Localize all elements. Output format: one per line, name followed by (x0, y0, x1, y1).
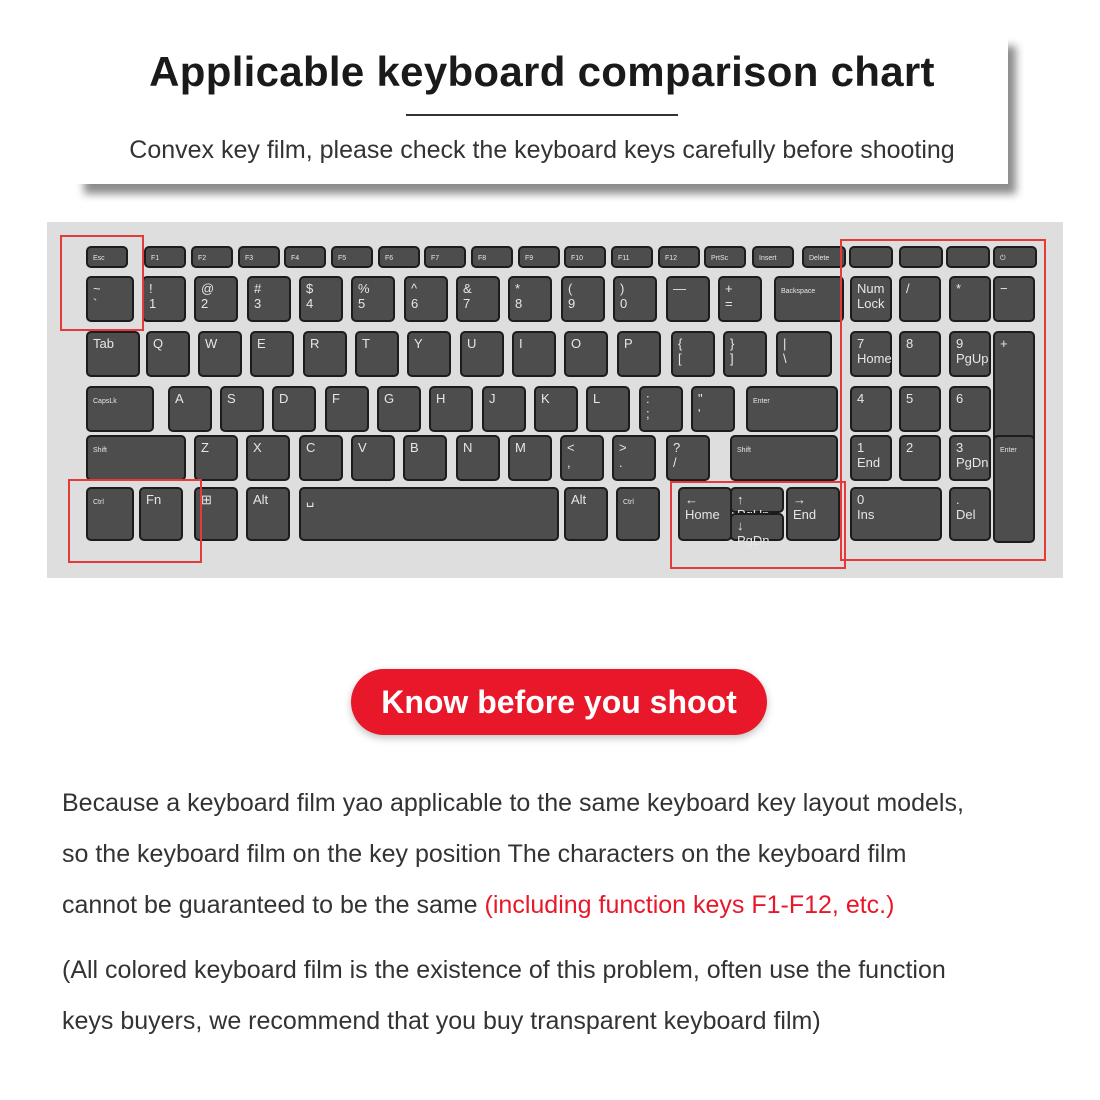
header-card (76, 36, 1008, 184)
paragraph-recommendation (62, 945, 1062, 1047)
key-label: F (332, 391, 340, 406)
page-subtitle: Convex key film, please check the keyboard keys carefully before shooting (129, 136, 955, 164)
key-label: F10 (571, 255, 584, 262)
key-label: 2 (906, 440, 914, 455)
key-label: Enter (753, 398, 770, 405)
key-label: V (358, 440, 367, 455)
key-label: R (310, 336, 320, 351)
key-label: 7 Home (857, 336, 892, 366)
key-4-11 (731, 436, 837, 480)
key-4-0 (87, 436, 185, 480)
key-label: J (489, 391, 496, 406)
key-label: F5 (338, 255, 347, 262)
key-label: Num Lock (857, 281, 885, 311)
key-0-16 (850, 247, 892, 267)
key-label: Enter (1000, 447, 1017, 454)
key-label: F9 (525, 255, 534, 262)
key-label: < , (567, 440, 575, 470)
key-label: & 7 (463, 281, 472, 311)
key-label: → End (793, 492, 817, 522)
key-label: F3 (245, 255, 254, 262)
key-label: T (362, 336, 370, 351)
key-label: ␣ (306, 492, 315, 507)
key-label: ( 9 (568, 281, 576, 311)
key-label: F11 (618, 255, 630, 262)
paragraph-line: cannot be guaranteed to be the same (62, 891, 485, 919)
key-label: * (956, 281, 962, 296)
key-label: @ 2 (201, 281, 215, 311)
key-label: ↓ PgDn (737, 518, 770, 548)
paragraph-line: (All colored keyboard film is the existence of this problem, often use the function (62, 956, 946, 984)
key-label: − (1000, 281, 1008, 296)
key-label: 8 (906, 336, 914, 351)
key-label: I (519, 336, 523, 351)
key-label: ) 0 (620, 281, 628, 311)
key-label: ↑ (737, 492, 744, 507)
key-label: # 3 (254, 281, 262, 311)
key-label: 6 (956, 391, 964, 406)
key-label: B (410, 440, 419, 455)
key-label: ! 1 (149, 281, 157, 311)
key-label: PrtSc (711, 255, 729, 262)
key-label: F4 (291, 255, 300, 262)
key-label: " ' (698, 391, 703, 421)
key-label: — (673, 281, 686, 296)
key-label: Ctrl (623, 499, 634, 506)
key-label: 5 (906, 391, 914, 406)
key-label: Shift (737, 447, 752, 454)
key-label: + = (725, 281, 733, 311)
key-0-17 (900, 247, 942, 267)
key-label: L (593, 391, 601, 406)
key-label: 1 End (857, 440, 881, 470)
key-label: ⊞ (201, 492, 212, 507)
key-label: Z (201, 440, 209, 455)
key-label: ← Home (685, 492, 720, 522)
key-label: K (541, 391, 550, 406)
notice-badge (351, 669, 767, 735)
key-label: } ] (730, 336, 735, 366)
key-label: ^ 6 (411, 281, 419, 311)
notice-badge-label: Know before you shoot (381, 684, 737, 720)
key-label: ⏻ (1000, 255, 1006, 262)
keyboard-diagram (47, 222, 1063, 578)
key-label: D (279, 391, 289, 406)
key-label: F7 (431, 255, 440, 262)
key-label: F8 (478, 255, 487, 262)
key-label: F6 (385, 255, 394, 262)
key-label: Fn (146, 492, 162, 507)
key-label: Q (153, 336, 164, 351)
title-divider (406, 114, 678, 116)
key-label: 9 PgUp (956, 336, 989, 366)
key-label: . Del (956, 492, 976, 522)
key-label: Tab (93, 336, 114, 351)
paragraph-compatibility (62, 778, 1062, 931)
key-label: * 8 (515, 281, 523, 311)
keyboard-photo (47, 222, 1063, 578)
key-label: Alt (253, 492, 269, 507)
key-label: ? / (673, 440, 681, 470)
key-label: | \ (783, 336, 787, 366)
key-label: G (384, 391, 395, 406)
key-label: E (257, 336, 266, 351)
key-label: O (571, 336, 582, 351)
key-label: X (253, 440, 262, 455)
key-label: F2 (198, 255, 207, 262)
key-label: Delete (809, 255, 830, 262)
key-label: F1 (151, 255, 160, 262)
key-5-6 (617, 488, 659, 540)
key-label: : ; (646, 391, 650, 421)
key-3-0 (87, 387, 153, 431)
key-label: Esc (93, 255, 105, 262)
key-3-12 (747, 387, 837, 431)
paragraph-line: Because a keyboard film yao applicable to the same keyboard key layout models, (62, 789, 964, 817)
key-label: % 5 (358, 281, 370, 311)
paragraph-line: keys buyers, we recommend that you buy transparent keyboard film) (62, 1007, 821, 1035)
key-1-13 (775, 277, 843, 321)
key-label: 4 (857, 391, 865, 406)
key-5-4 (300, 488, 558, 540)
key-label: Backspace (781, 288, 816, 295)
paragraph-line: so the keyboard film on the key position The characters on the keyboard film (62, 840, 907, 868)
key-label: Shift (93, 447, 108, 454)
key-label: { [ (678, 336, 683, 366)
key-label: M (515, 440, 526, 455)
key-0-18 (947, 247, 989, 267)
key-label: C (306, 440, 316, 455)
key-label: + (1000, 336, 1008, 351)
key-label: U (467, 336, 477, 351)
key-label: Insert (759, 255, 777, 262)
function-keys-note: (including function keys F1-F12, etc.) (484, 891, 895, 919)
key-label: S (227, 391, 236, 406)
key-label: 0 Ins (857, 492, 875, 522)
key-label: Y (414, 336, 423, 351)
key-5-0 (87, 488, 133, 540)
key-label: > . (619, 440, 627, 470)
page-title: Applicable keyboard comparison chart (149, 48, 935, 95)
key-label: CapsLk (93, 398, 117, 405)
key-label: Ctrl (93, 499, 104, 506)
key-label: 3 PgDn (956, 440, 989, 470)
key-label: Alt (571, 492, 587, 507)
key-label: N (463, 440, 473, 455)
key-label: P (624, 336, 633, 351)
key-label: A (175, 391, 184, 406)
key-label: H (436, 391, 446, 406)
key-label: W (205, 336, 218, 351)
key-label: $ 4 (306, 281, 314, 311)
key-label: / (906, 281, 910, 296)
key-label: ~ ` (93, 281, 101, 311)
key-label: F12 (665, 255, 678, 262)
